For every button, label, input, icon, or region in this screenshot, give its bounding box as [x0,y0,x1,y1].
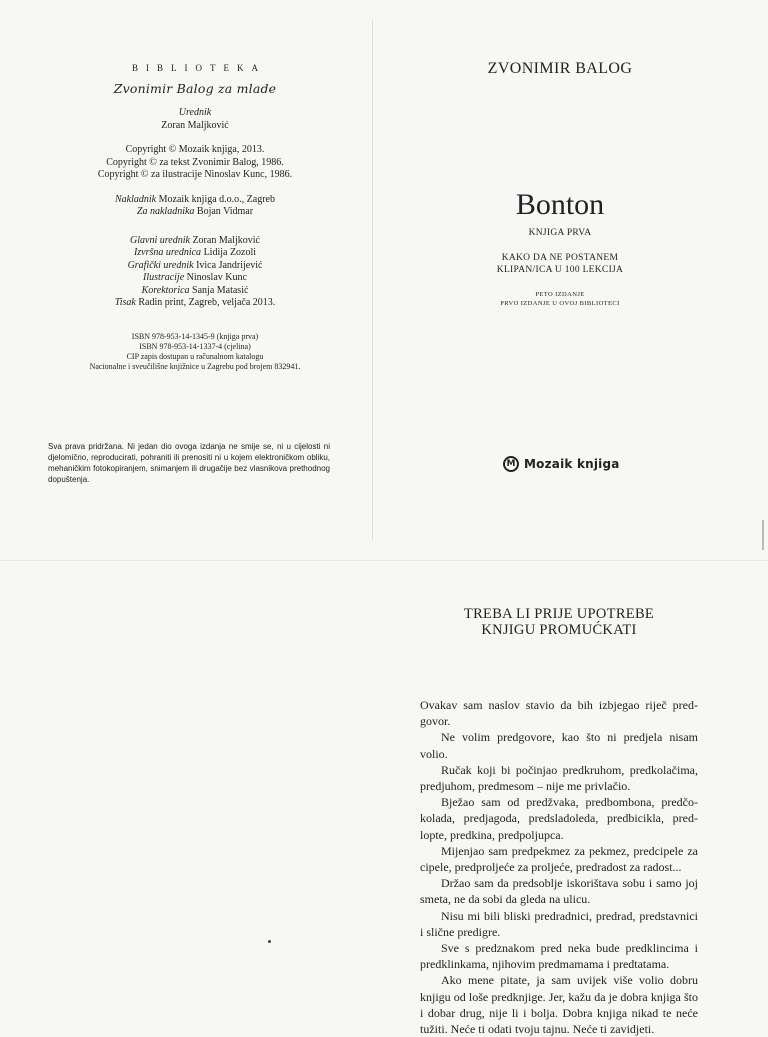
cip-line: CIP zapis dostupan u računalnom katalogu [126,351,264,361]
page-gutter [372,20,373,540]
series-label: BIBLIOTEKA [132,63,266,73]
paragraph: Bježao sam od predžvaka, predbombona, predčokolada, predjagoda, predsladoleda, predbicikla, predlopte, predkina, predpoljupca. [420,795,698,842]
credit-name: Bojan Vidmar [196,206,254,217]
author-name: ZVONIMIR BALOG [487,60,633,77]
copyright-line: Copyright © za tekst Zvonimir Balog, 1986. [106,156,284,168]
paragraph: Sve s predznakom pred neka bude predklincima i predklinkama, njihovim predmamama i predtatama. [420,941,698,972]
paragraph: Nisu mi bili bliski predradnici, predrad, predstavnici i slične predigre. [420,908,698,939]
page-edge [762,520,764,550]
publisher-credits [60,194,330,219]
credit-line [60,206,330,219]
publisher-name: Mozaik knjiga [524,457,620,471]
credit-name: Sanja Matasić [192,284,249,296]
paragraph: Mijenjao sam predpekmez za pekmez, predcipele za cipele, predproljeće za proljeće, predradost za radost... [420,843,698,875]
credit-name: Ninoslav Kunc [186,272,247,283]
copyright-line: Copyright © za ilustracije Ninoslav Kunc, 1986. [97,169,293,180]
paragraph: Ovakav sam naslov stavio da bih izbjegao riječ predgovor. [420,698,698,729]
credit-line [60,285,330,298]
editor-block [60,107,330,132]
credit-line [60,260,330,273]
paragraph: Ako mene pitate, ja sam uvijek više volio dobru knjigu od loše predknjige. Jer, kažu da je dobra knjiga što i dobar drug, nije li i bolja. Dobra knjiga nikad te neće tužiti. Neće ti odati tvoju tajnu. Neće ti zavidjeti. [420,973,698,1037]
credit-name: Lidija Zozoli [203,247,257,258]
credit-name: Ivica Jandrijević [196,259,263,271]
book-tagline [420,252,700,276]
credit-line [60,235,330,248]
series-name: Zvonimir Balog za mlade [113,80,277,96]
credit-name: Radin print, Zagreb, veljača 2013. [138,297,276,308]
tagline-line: KLIPAN/ICA U 100 LEKCIJA [496,265,624,275]
edition-line: PRVO IZDANJE U OVOJ BIBLIOTECI [500,300,620,307]
book-subtitle: KNJIGA PRVA [528,228,592,238]
paragraph: Ne volim predgovore, kao što ni predjela nisam volio. [420,730,698,761]
catalog-block [60,332,330,372]
isbn-line: ISBN 978-953-14-1337-4 (cjelina) [139,341,251,351]
credit-role: Tisak [114,297,136,308]
chapter-title-line: TREBA LI PRIJE UPOTREBE [463,606,655,622]
edition-info [420,290,700,308]
book-title: Bonton [515,188,605,221]
tagline-line: KAKO DA NE POSTANEM [501,253,619,263]
chapter-title [420,606,698,638]
credit-line [60,297,330,310]
credit-role: Grafički urednik [127,259,194,271]
copyright-line: Copyright © Mozaik knjiga, 2013. [125,144,265,155]
credit-line [60,194,330,207]
imprint-page [60,62,330,372]
credit-role: Izvršna urednica [133,247,202,258]
mozaik-logo-icon [503,456,519,472]
paragraph: Ručak koji bi počinjao predkruhom, predkolačima, predjuhom, predmesom – nije me privlačio. [420,762,698,794]
editor-name: Zoran Maljković [161,119,229,131]
credit-role: Ilustracije [143,272,185,283]
edition-line: PETO IZDANJE [535,291,585,298]
editor-role: Urednik [178,107,212,118]
credit-role: Korektorica [141,284,190,296]
copyright-block [60,144,330,182]
credit-line [60,272,330,285]
credit-line [60,247,330,260]
chapter-body [420,697,698,1037]
logo-letter: M [506,458,516,469]
chapter-title-line: KNJIGU PROMUĆKATI [481,622,637,638]
staff-credits [60,235,330,310]
credit-name: Mozaik knjiga d.o.o., Zagreb [158,193,275,205]
publisher-logo [503,456,620,472]
credit-role: Nakladnik [115,193,157,205]
credit-role: Glavni urednik [130,234,190,246]
paragraph: Držao sam da predsoblje iskorištava sobu i samo joj smeta, ne da sobi da gleda na ulicu. [420,876,698,907]
page-break [0,560,768,561]
credit-role: Za nakladnika [136,206,195,217]
credit-name: Zoran Maljković [192,234,260,246]
title-page [420,60,700,308]
isbn-line: ISBN 978-953-14-1345-9 (knjiga prva) [131,331,259,341]
cip-line: Nacionalne i sveučilišne knjižnice u Zagrebu pod brojem 832941. [89,361,301,371]
scan-speck [268,940,271,943]
rights-notice: Sva prava pridržana. Ni jedan dio ovoga izdanja ne smije se, ni u cijelosti ni djelomično, reproducirati, pohraniti ili prenositi ni u kojem elektroničkom obliku, mehaničkim fotokopiranjem, snimanjem ili drugačije bez vlasnikova prethodnog dopuštenja. [48,442,330,484]
